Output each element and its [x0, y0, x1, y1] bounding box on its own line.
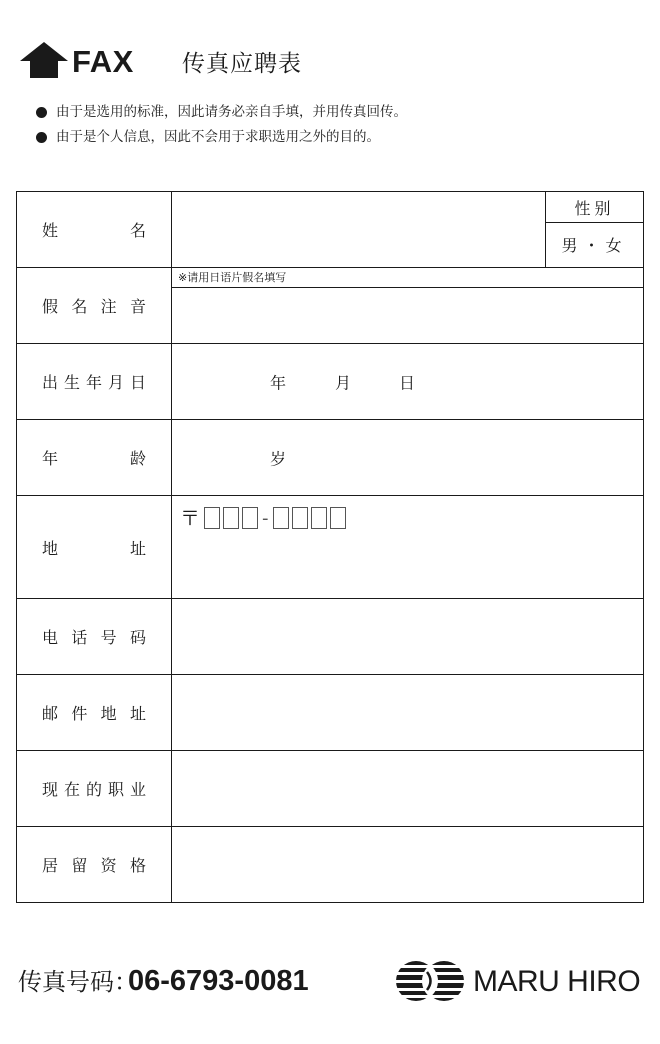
row-current-job: [17, 751, 643, 827]
kana-note: ※请用日语片假名填写: [172, 268, 643, 288]
row-birthdate: [17, 344, 643, 420]
fax-number-label: 传真号码：: [18, 968, 138, 996]
row-phone: [17, 599, 643, 675]
header: [20, 40, 640, 88]
postal-dash: -: [262, 507, 269, 529]
up-arrow-icon: [20, 42, 68, 78]
gender-title: 性别: [546, 192, 643, 223]
kana-label: 假 名 注 音: [17, 268, 172, 343]
year-unit: 年: [270, 373, 287, 392]
address-label: 地 址: [17, 496, 172, 598]
maru-hiro-logo-icon: [394, 960, 466, 1002]
current-job-field[interactable]: [172, 751, 643, 826]
row-age: [17, 420, 643, 496]
postal-digit-box[interactable]: [292, 507, 308, 529]
bullet-icon: [36, 132, 47, 143]
fax-number: 06-6793-0081: [128, 965, 309, 997]
bullet-icon: [36, 107, 47, 118]
gender-box: [545, 192, 643, 267]
month-unit: 月: [335, 373, 352, 392]
phone-label: 电 话 号 码: [17, 599, 172, 674]
age-label: 年 龄: [17, 420, 172, 495]
age-field[interactable]: [172, 420, 643, 495]
row-email: [17, 675, 643, 751]
note-item: [36, 125, 636, 150]
phone-field[interactable]: [172, 599, 643, 674]
postal-digit-box[interactable]: [330, 507, 346, 529]
visa-status-field[interactable]: [172, 827, 643, 902]
postal-digit-box[interactable]: [311, 507, 327, 529]
postal-digit-box[interactable]: [223, 507, 239, 529]
name-label: 姓 名: [17, 192, 172, 267]
postal-code: [180, 506, 346, 530]
row-visa-status: [17, 827, 643, 902]
fax-label: FAX: [72, 44, 134, 79]
row-address: [17, 496, 643, 599]
brand-name: MARU HIRO: [473, 965, 641, 998]
note-item: [36, 100, 636, 125]
postal-digit-box[interactable]: [273, 507, 289, 529]
age-unit: 岁: [270, 449, 287, 468]
email-field[interactable]: [172, 675, 643, 750]
name-field[interactable]: [172, 192, 643, 267]
gender-options[interactable]: 男・女: [561, 236, 628, 255]
footer: [18, 958, 648, 1008]
birthdate-label: 出 生 年 月 日: [17, 344, 172, 419]
row-name: [17, 192, 643, 268]
day-unit: 日: [399, 373, 416, 392]
row-kana: [17, 268, 643, 344]
postal-mark-icon: 〒: [180, 506, 200, 530]
birthdate-field[interactable]: [172, 344, 643, 419]
postal-digit-box[interactable]: [204, 507, 220, 529]
note-text: 由于是个人信息，因此不会用于求职选用之外的目的。: [56, 129, 380, 145]
note-text: 由于是选用的标准，因此请务必亲自手填，并用传真回传。: [56, 104, 407, 120]
visa-status-label: 居 留 资 格: [17, 827, 172, 902]
application-form: [16, 191, 644, 903]
kana-field[interactable]: [172, 268, 643, 343]
postal-digit-box[interactable]: [242, 507, 258, 529]
form-title: 传真应聘表: [182, 51, 302, 77]
email-label: 邮 件 地 址: [17, 675, 172, 750]
notes: [36, 100, 636, 150]
current-job-label: 现 在 的 职 业: [17, 751, 172, 826]
address-field[interactable]: [172, 496, 643, 598]
